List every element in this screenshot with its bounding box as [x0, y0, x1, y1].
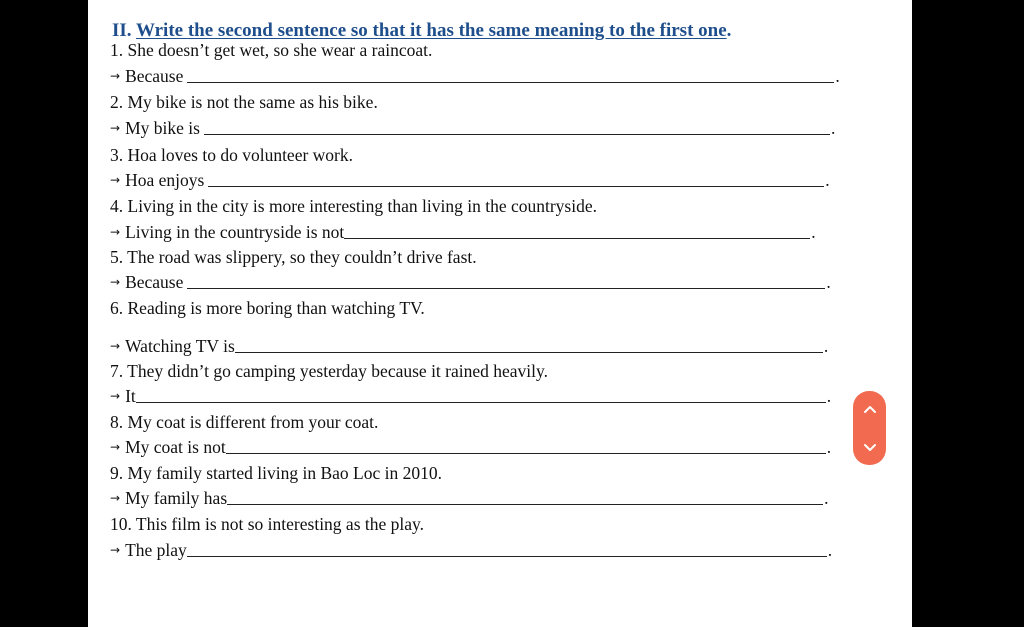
- arrow-icon: →: [110, 121, 121, 135]
- arrow-icon: →: [110, 543, 121, 557]
- answer-line-5[interactable]: → Because .: [110, 272, 831, 292]
- question-8: 8. My coat is different from your coat.: [110, 412, 379, 432]
- section-title: Write the second sentence so that it has the same meaning to the first one: [135, 20, 727, 41]
- arrow-icon: →: [110, 339, 121, 353]
- answer-line-9[interactable]: → My family has .: [110, 488, 829, 508]
- chevron-up-icon: [863, 403, 877, 417]
- scroll-down-button[interactable]: [853, 432, 886, 462]
- question-1: 1. She doesn’t get wet, so she wear a raincoat.: [110, 40, 433, 60]
- answer-blank[interactable]: [208, 185, 824, 187]
- question-9: 9. My family started living in Bao Loc in 2010.: [110, 463, 442, 483]
- question-7: 7. They didn’t go camping yesterday because it rained heavily.: [110, 361, 549, 381]
- answer-blank[interactable]: [235, 351, 823, 353]
- answer-line-3[interactable]: → Hoa enjoys .: [110, 170, 830, 190]
- arrow-icon: →: [110, 69, 121, 83]
- answer-blank[interactable]: [187, 555, 827, 557]
- answer-line-10[interactable]: → The play .: [110, 540, 833, 560]
- answer-blank[interactable]: [187, 81, 834, 83]
- question-2: 2. My bike is not the same as his bike.: [110, 92, 378, 112]
- answer-line-7[interactable]: → It .: [110, 386, 832, 406]
- answer-blank[interactable]: [227, 503, 823, 505]
- section-number: II.: [112, 20, 132, 41]
- answer-blank[interactable]: [136, 401, 826, 403]
- scroll-navigation: [853, 391, 886, 465]
- arrow-icon: →: [110, 173, 121, 187]
- arrow-icon: →: [110, 440, 121, 454]
- answer-blank[interactable]: [187, 287, 825, 289]
- section-heading: II. Write the second sentence so that it has the same meaning to the first one.: [112, 20, 732, 41]
- question-4: 4. Living in the city is more interesting than living in the countryside.: [110, 196, 598, 216]
- question-10: 10. This film is not so interesting as the play.: [110, 514, 425, 534]
- answer-blank[interactable]: [226, 452, 826, 454]
- arrow-icon: →: [110, 491, 121, 505]
- question-3: 3. Hoa loves to do volunteer work.: [110, 145, 354, 165]
- arrow-icon: →: [110, 275, 121, 289]
- answer-line-8[interactable]: → My coat is not .: [110, 437, 832, 457]
- answer-line-4[interactable]: → Living in the countryside is not .: [110, 222, 816, 242]
- answer-line-2[interactable]: → My bike is .: [110, 118, 836, 138]
- worksheet-page: [88, 0, 912, 627]
- question-6: 6. Reading is more boring than watching TV.: [110, 298, 425, 318]
- chevron-down-icon: [863, 440, 877, 454]
- answer-line-1[interactable]: → Because .: [110, 66, 840, 86]
- answer-line-6[interactable]: → Watching TV is .: [110, 336, 829, 356]
- arrow-icon: →: [110, 225, 121, 239]
- scroll-up-button[interactable]: [853, 395, 886, 425]
- answer-blank[interactable]: [204, 133, 830, 135]
- question-5: 5. The road was slippery, so they couldn’t drive fast.: [110, 247, 477, 267]
- arrow-icon: →: [110, 389, 121, 403]
- answer-blank[interactable]: [344, 237, 810, 239]
